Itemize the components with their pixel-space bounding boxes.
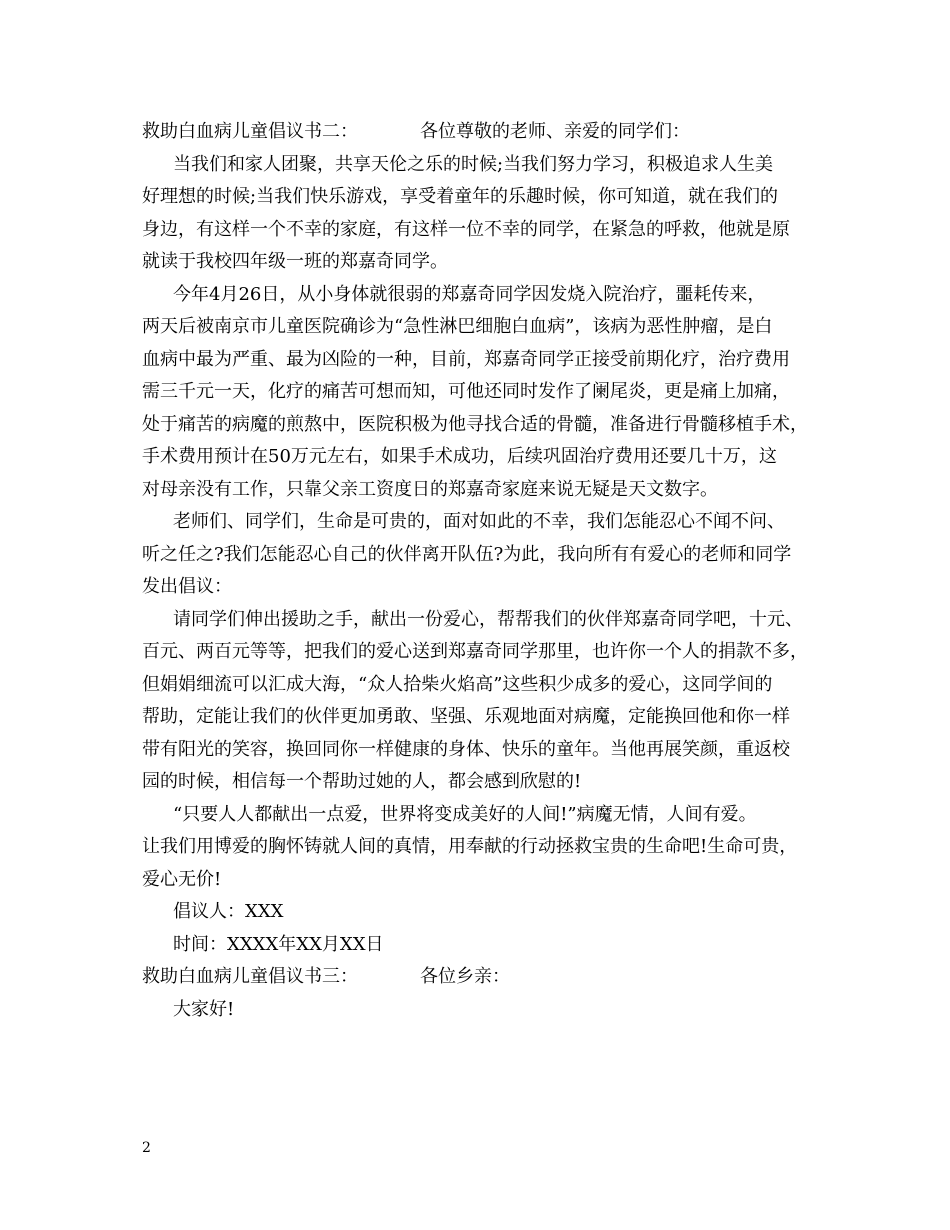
paragraph-line: 两天后被南京市儿童医院确诊为“急性淋巴细胞白血病”，该病为恶性肿瘤，是白	[142, 316, 773, 337]
paragraph-line: 今年4月26日，从小身体就很弱的郑嘉奇同学因发烧入院治疗，噩耗传来，	[173, 283, 766, 305]
paragraph-line: 当我们和家人团聚，共享天伦之乐的时候;当我们努力学习，积极追求人生美	[173, 153, 774, 175]
paragraph-line: 就读于我校四年级一班的郑嘉奇同学。	[142, 251, 448, 272]
paragraph-line: 身边，有这样一个不幸的家庭，有这样一位不幸的同学，在紧急的呼救，他就是原	[142, 218, 790, 240]
paragraph-line: 带有阳光的笑容，换回同你一样健康的身体、快乐的童年。当他再展笑颜，重返校	[142, 738, 790, 760]
paragraph-line: 发出倡议：	[142, 576, 232, 597]
section-3-opening: 大家好!	[173, 998, 235, 1020]
paragraph-line: 请同学们伸出援助之手，献出一份爱心，帮帮我们的伙伴郑嘉奇同学吧，十元、	[173, 608, 803, 630]
paragraph-line: 需三千元一天，化疗的痛苦可想而知，可他还同时发作了阑尾炎，更是痛上加痛，	[142, 381, 790, 402]
paragraph-line: 百元、两百元等等，把我们的爱心送到郑嘉奇同学那里，也许你一个人的捐款不多，	[142, 641, 808, 662]
section-3-title: 救助白血病儿童倡议书三：	[142, 966, 358, 987]
paragraph-line: 园的时候，相信每一个帮助过她的人，都会感到欣慰的!	[142, 771, 582, 792]
paragraph-line: 老师们、同学们，生命是可贵的，面对如此的不幸，我们怎能忍心不闻不问、	[173, 511, 785, 532]
paragraph-line: 让我们用博爱的胸怀铸就人间的真情，用奉献的行动拯救宝贵的生命吧!生命可贵，	[142, 836, 798, 857]
paragraph-line: 手术费用预计在50万元左右，如果手术成功，后续巩固治疗费用还要几十万，这	[142, 446, 777, 467]
section-2-greeting: 各位尊敬的老师、亲爱的同学们：	[420, 121, 690, 142]
paragraph-line: 好理想的时候;当我们快乐游戏，享受着童年的乐趣时候，你可知道，就在我们的	[142, 186, 779, 207]
document-body	[142, 116, 818, 1026]
section-3-heading-line	[142, 961, 818, 994]
paragraph-line: 但娟娟细流可以汇成大海，“众人拾柴火焰高”这些积少成多的爱心，这同学间的	[142, 673, 773, 695]
paragraph-line: 听之任之?我们怎能忍心自己的伙伴离开队伍?为此，我向所有有爱心的老师和同学	[142, 543, 792, 565]
signatory-line: 倡议人：XXX	[173, 901, 284, 922]
section-3-greeting: 各位乡亲：	[420, 966, 510, 987]
section-2-title: 救助白血病儿童倡议书二：	[142, 121, 358, 142]
paragraph-line: “只要人人都献出一点爱，世界将变成美好的人间!”病魔无情，人间有爱。	[173, 803, 757, 825]
date-line: 时间：XXXX年XX月XX日	[173, 933, 384, 955]
section-2-heading-line	[142, 116, 818, 149]
paragraph-line: 对母亲没有工作，只靠父亲工资度日的郑嘉奇家庭来说无疑是天文数字。	[142, 478, 718, 500]
paragraph-line: 血病中最为严重、最为凶险的一种，目前，郑嘉奇同学正接受前期化疗，治疗费用	[142, 348, 790, 370]
paragraph-line: 爱心无价!	[142, 868, 222, 890]
page-number: 2	[142, 1140, 151, 1156]
paragraph-line: 帮助，定能让我们的伙伴更加勇敢、坚强、乐观地面对病魔，定能换回他和你一样	[142, 706, 790, 727]
paragraph-line: 处于痛苦的病魔的煎熬中，医院积极为他寻找合适的骨髓，准备进行骨髓移植手术，	[142, 413, 808, 435]
